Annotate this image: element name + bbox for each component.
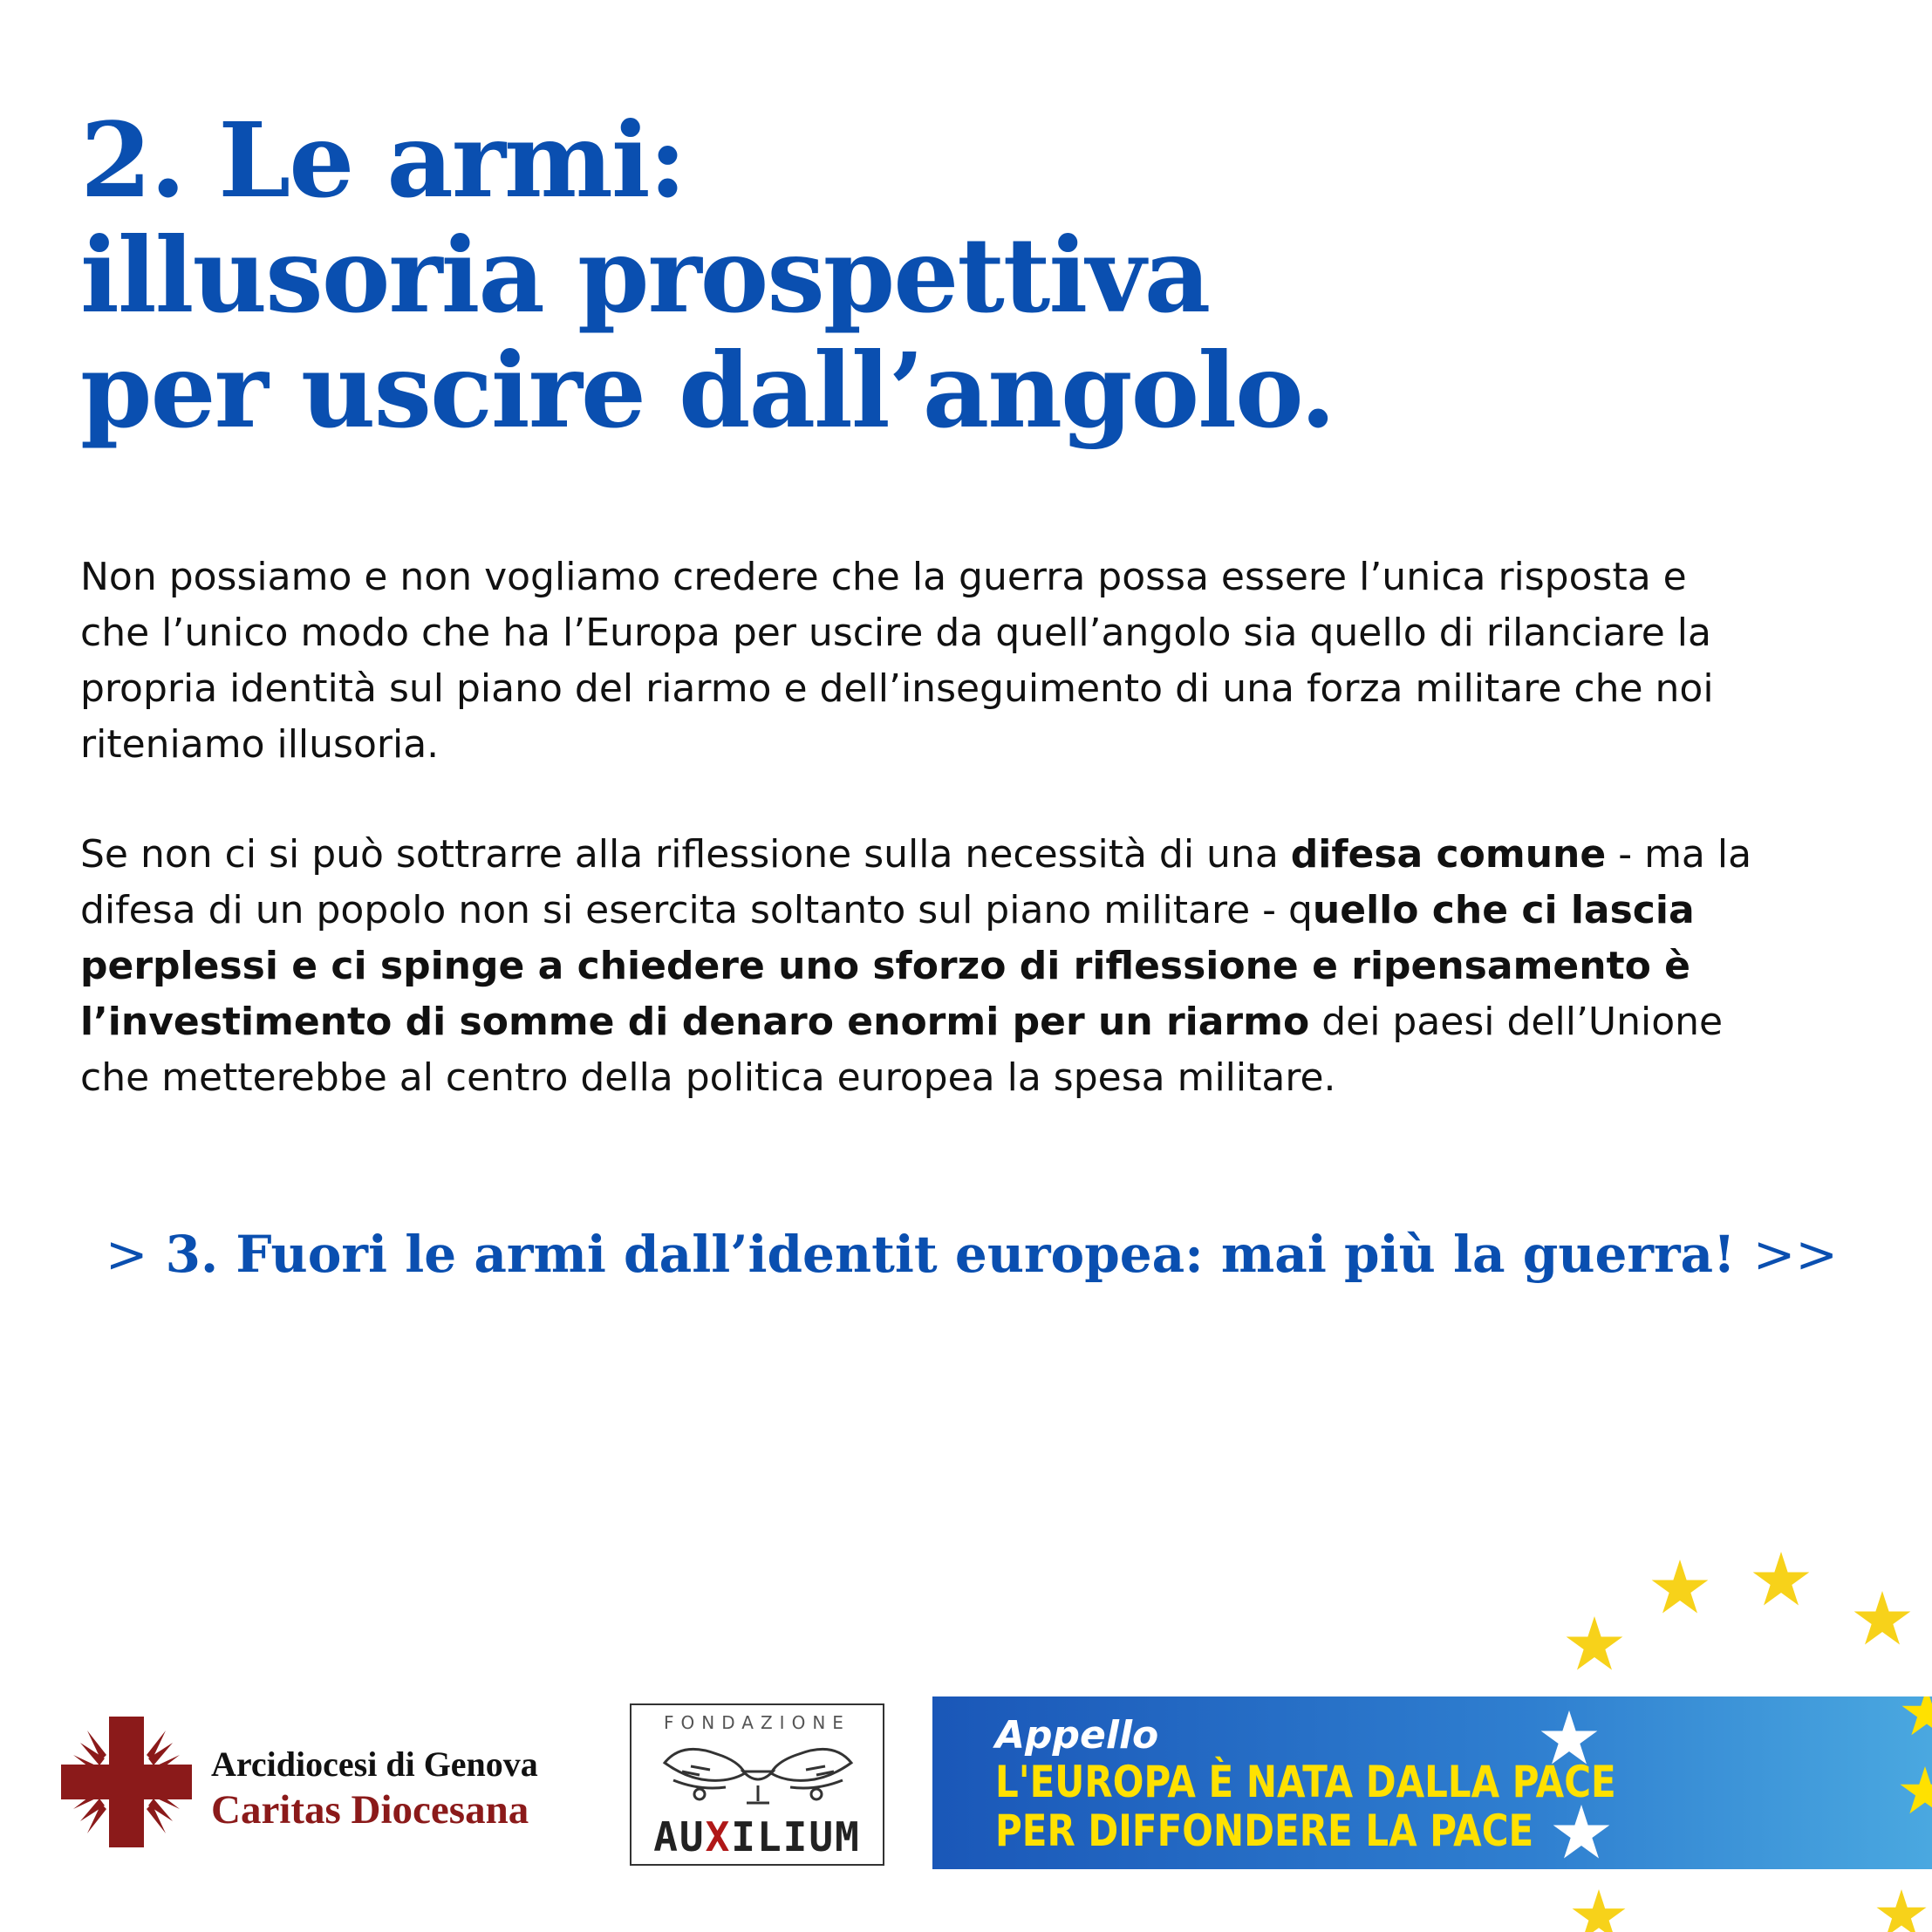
wordmark-part: ILIUM bbox=[731, 1813, 861, 1860]
caritas-line-1: Arcidiocesi di Genova bbox=[211, 1744, 538, 1784]
paragraph-2-line-3 bbox=[80, 939, 1868, 994]
caritas-line-2: Caritas Diocesana bbox=[211, 1787, 529, 1833]
banner-line-1: L'EUROPA È NATA DALLA PACE bbox=[995, 1757, 1616, 1807]
star-icon bbox=[1901, 1696, 1932, 1735]
banner-line-2: PER DIFFONDERE LA PACE bbox=[995, 1806, 1534, 1856]
wordmark-part: AU bbox=[653, 1813, 706, 1860]
next-section-label: 3. Fuori le armi dall’identit europea: mai più la guerra! bbox=[165, 1225, 1736, 1284]
wordmark-x: X bbox=[705, 1813, 732, 1860]
paragraph-1-line: Non possiamo e non vogliamo credere che la guerra possa essere l’unica risposta e bbox=[80, 555, 1687, 599]
page-title bbox=[80, 99, 1737, 451]
banner-kicker: Appello bbox=[995, 1713, 1159, 1758]
title-line-3: per uscire dall’angolo. bbox=[80, 330, 1335, 451]
paragraph-2-line-5: che metterebbe al centro della politica europea la spesa militare. bbox=[80, 1055, 1336, 1100]
star-icon bbox=[1573, 1889, 1626, 1932]
paragraph-1-line: che l’unico modo che ha l’Europa per uscire da quell’angolo sia quello di rilanciare la bbox=[80, 611, 1711, 655]
star-icon bbox=[1854, 1591, 1911, 1645]
text-run: dei paesi dell’Unione bbox=[1309, 1000, 1724, 1044]
chevron-prefix: > bbox=[105, 1225, 148, 1284]
star-icon bbox=[1753, 1552, 1810, 1606]
caritas-cross-icon bbox=[61, 1717, 192, 1847]
bold-text-run: perplessi e ci spinge a chiedere uno sforzo di riflessione e ripensamento è bbox=[80, 944, 1691, 988]
text-run: Se non ci si può sottrarre alla riflessione sulla necessità di una bbox=[80, 832, 1291, 877]
text-run: - ma la bbox=[1606, 832, 1752, 877]
text-run: difesa di un popolo non si esercita soltanto sul piano militare - q bbox=[80, 888, 1313, 932]
bold-text-run: difesa comune bbox=[1290, 832, 1607, 877]
next-section-link[interactable] bbox=[106, 1219, 1838, 1289]
star-icon bbox=[1652, 1560, 1709, 1614]
bold-text-run: uello che ci lascia bbox=[1312, 888, 1695, 932]
chevron-suffix: >> bbox=[1752, 1225, 1838, 1284]
star-icon bbox=[1876, 1889, 1926, 1932]
appeal-banner bbox=[932, 1696, 1932, 1869]
caritas-logo bbox=[61, 1717, 584, 1847]
star-icon bbox=[1567, 1616, 1623, 1670]
auxilium-logo bbox=[630, 1703, 884, 1866]
paragraph-1-line: propria identità sul piano del riarmo e dell’inseguimento di una forza militare che noi bbox=[80, 666, 1714, 711]
star-icon bbox=[1900, 1766, 1932, 1813]
paragraph-1 bbox=[80, 550, 1868, 773]
paragraph-2-line-2 bbox=[80, 883, 1868, 939]
birds-chalice-icon bbox=[647, 1737, 869, 1808]
auxilium-top-text: FONDAZIONE bbox=[664, 1712, 850, 1733]
title-line-1: 2. Le armi: bbox=[80, 99, 686, 221]
bold-text-run: l’investimento di somme di denaro enormi per un riarmo bbox=[80, 1000, 1310, 1044]
paragraph-2 bbox=[80, 827, 1868, 1106]
paragraph-1-line: riteniamo illusoria. bbox=[80, 722, 440, 767]
paragraph-2-line-4 bbox=[80, 994, 1868, 1050]
auxilium-wordmark bbox=[631, 1813, 883, 1860]
title-line-2: illusoria prospettiva bbox=[80, 215, 1210, 336]
paragraph-2-line-1 bbox=[80, 827, 1868, 883]
